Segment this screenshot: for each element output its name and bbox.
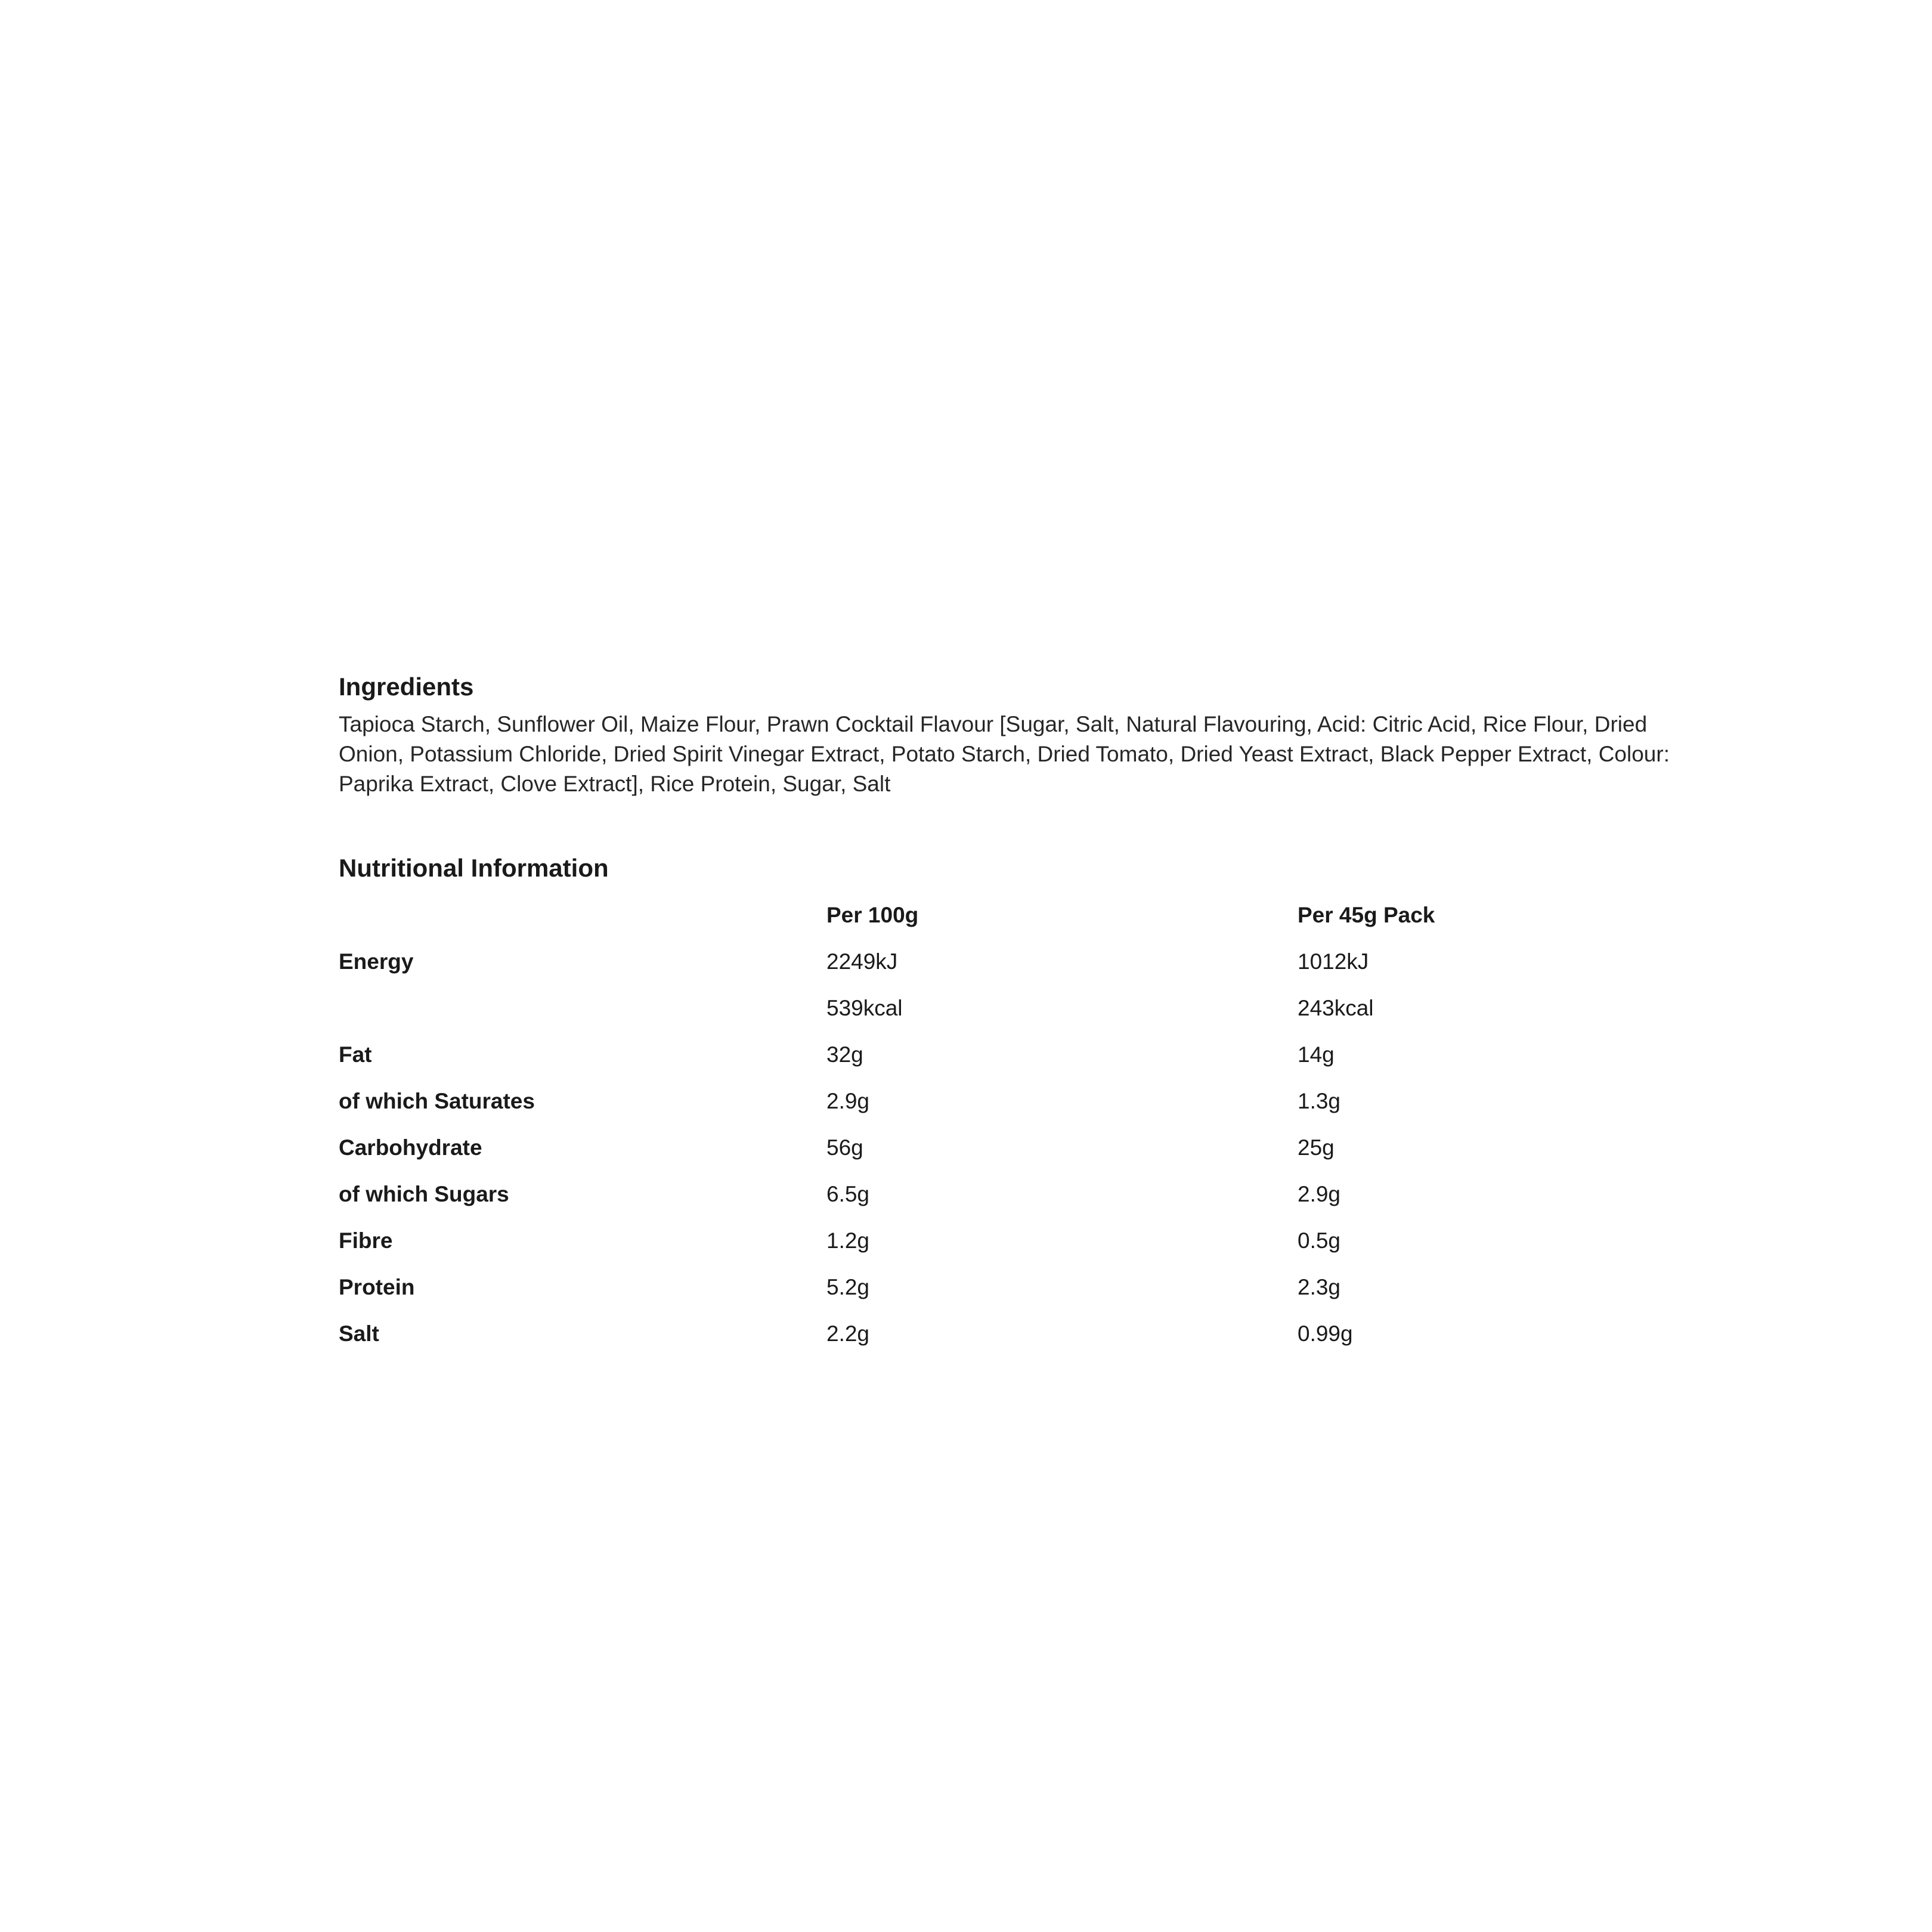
nutrition-table xyxy=(339,892,1710,1357)
row-per-pack: 1012kJ xyxy=(1298,949,1369,974)
row-per-100g: 2.9g xyxy=(826,1089,870,1113)
table-row xyxy=(339,1311,1710,1357)
ingredients-heading: Ingredients xyxy=(339,673,474,701)
row-per-100g: 32g xyxy=(826,1042,863,1067)
table-row xyxy=(339,1125,1710,1171)
table-row xyxy=(339,939,1710,985)
row-per-100g: 539kcal xyxy=(826,996,903,1020)
row-per-100g: 2249kJ xyxy=(826,949,898,974)
row-per-100g: 2.2g xyxy=(826,1321,870,1346)
row-per-pack: 25g xyxy=(1298,1135,1335,1160)
table-row xyxy=(339,1171,1710,1218)
nutrition-heading: Nutritional Information xyxy=(339,854,609,882)
row-per-pack: 1.3g xyxy=(1298,1089,1341,1113)
row-per-100g: 56g xyxy=(826,1135,863,1160)
row-per-pack: 0.5g xyxy=(1298,1228,1341,1253)
row-label: Energy xyxy=(339,949,414,974)
table-row xyxy=(339,1078,1710,1125)
ingredients-text: Tapioca Starch, Sunflower Oil, Maize Flour, Prawn Cocktail Flavour [Sugar, Salt, Natural Flavouring, Acid: Citric Acid, Rice Flour, Dried Onion, Potassium Chloride, Dried Spirit Vinegar Extract, Potato Starch, Dried Tomato, Dried Yeast Extract, Black Pepper Extract, Colour: Paprika Extract, Clove Extract], Rice Protein, Sugar, Salt xyxy=(339,712,1670,796)
row-per-100g: 5.2g xyxy=(826,1275,870,1299)
table-row xyxy=(339,1218,1710,1264)
row-per-100g: 1.2g xyxy=(826,1228,870,1253)
row-label: Carbohydrate xyxy=(339,1135,482,1160)
row-per-pack: 2.3g xyxy=(1298,1275,1341,1299)
row-per-pack: 0.99g xyxy=(1298,1321,1353,1346)
product-info xyxy=(339,671,1710,1357)
nutrition-header-row xyxy=(339,892,1710,939)
row-label: Protein xyxy=(339,1275,415,1299)
row-per-pack: 14g xyxy=(1298,1042,1335,1067)
row-label: of which Saturates xyxy=(339,1089,535,1113)
row-label: of which Sugars xyxy=(339,1182,509,1206)
row-label: Fat xyxy=(339,1042,372,1067)
table-row xyxy=(339,1264,1710,1311)
header-per-100g: Per 100g xyxy=(826,903,919,927)
table-row xyxy=(339,1032,1710,1078)
row-label: Fibre xyxy=(339,1228,393,1253)
table-row xyxy=(339,985,1710,1032)
row-label: Salt xyxy=(339,1321,379,1346)
row-per-pack: 2.9g xyxy=(1298,1182,1341,1206)
row-per-100g: 6.5g xyxy=(826,1182,870,1206)
header-per-pack: Per 45g Pack xyxy=(1298,903,1435,927)
row-per-pack: 243kcal xyxy=(1298,996,1374,1020)
